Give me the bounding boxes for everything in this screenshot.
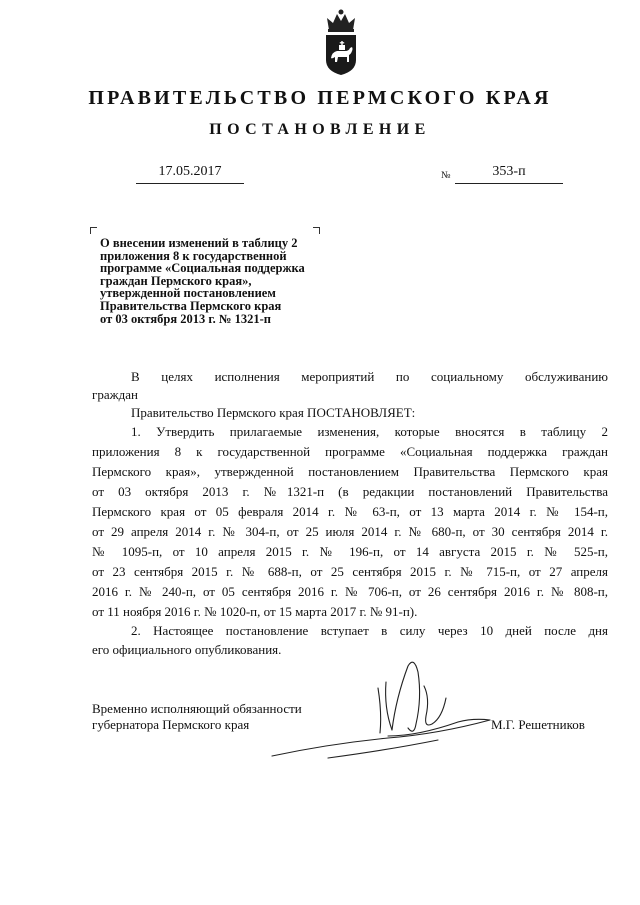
subject-line: граждан Пермского края», xyxy=(100,273,252,288)
subject-bracket-right xyxy=(313,227,320,234)
signer-name: М.Г. Решетников xyxy=(491,717,585,732)
preamble-line: граждан xyxy=(92,387,138,402)
signer-position-line: губернатора Пермского края xyxy=(92,717,250,732)
subject-line: программе «Социальная поддержка xyxy=(100,261,305,276)
handwritten-signature-icon xyxy=(268,658,508,768)
item1-line: 1. Утвердить прилагаемые изменения, которые вносятся в таблицу 2 xyxy=(131,424,608,439)
number-label: № xyxy=(441,170,451,181)
perm-krai-coat-of-arms-icon xyxy=(321,8,361,76)
item1-line: приложения 8 к государственной программе «Социальная поддержка граждан xyxy=(92,444,608,459)
preamble-line: В целях исполнения мероприятий по социальному обслуживанию xyxy=(131,369,608,384)
decree-line: Правительство Пермского края ПОСТАНОВЛЯЕТ: xyxy=(131,405,416,420)
item2-line: его официального опубликования. xyxy=(92,642,282,657)
subject-line: утвержденной постановлением xyxy=(100,286,276,301)
document-number: 353-п xyxy=(455,164,563,184)
subject-bracket-left xyxy=(90,227,97,234)
item1-line: 2016 г. № 240-п, от 05 сентября 2016 г. № 706-п, от 26 сентября 2016 г. № 808-п, xyxy=(92,584,608,599)
item1-line: от 29 апреля 2014 г. № 304-п, от 25 июля 2014 г. № 680-п, от 30 сентября 2014 г. xyxy=(92,524,608,539)
item1-line: от 03 октября 2013 г. №1321-п (в редакции постановлений Правительства xyxy=(92,484,608,499)
item1-line: Пермского края», утвержденной постановлением Правительства Пермского края xyxy=(92,464,608,479)
item1-line: № 1095-п, от 10 апреля 2015 г. № 196-п, от 14 августа 2015 г. № 525-п, xyxy=(92,544,608,559)
subject-line: О внесении изменений в таблицу 2 xyxy=(100,236,298,250)
item1-line: от 11 ноября 2016 г. № 1020-п, от 15 марта 2017 г. № 91-п). xyxy=(92,604,418,619)
item2-line: 2. Настоящее постановление вступает в силу через 10 дней после дня xyxy=(131,623,608,638)
subject-line: от 03 октября 2013 г. № 1321-п xyxy=(100,311,271,326)
signer-position-line: Временно исполняющий обязанности xyxy=(92,701,302,716)
document-type-title: ПОСТАНОВЛЕНИЕ xyxy=(209,121,431,138)
subject-line: приложения 8 к государственной xyxy=(100,248,287,263)
government-title: ПРАВИТЕЛЬСТВО ПЕРМСКОГО КРАЯ xyxy=(88,87,552,109)
item1-line: от 23 сентября 2015 г. № 688-п, от 25 сентября 2015 г. № 715-п, от 27 апреля xyxy=(92,564,608,579)
item1-line: Пермского края от 05 февраля 2014 г. № 63-п, от 13 марта 2014 г. № 154-п, xyxy=(92,504,608,519)
document-subject xyxy=(100,237,370,325)
document-date: 17.05.2017 xyxy=(136,164,244,184)
subject-line: Правительства Пермского края xyxy=(100,298,282,313)
